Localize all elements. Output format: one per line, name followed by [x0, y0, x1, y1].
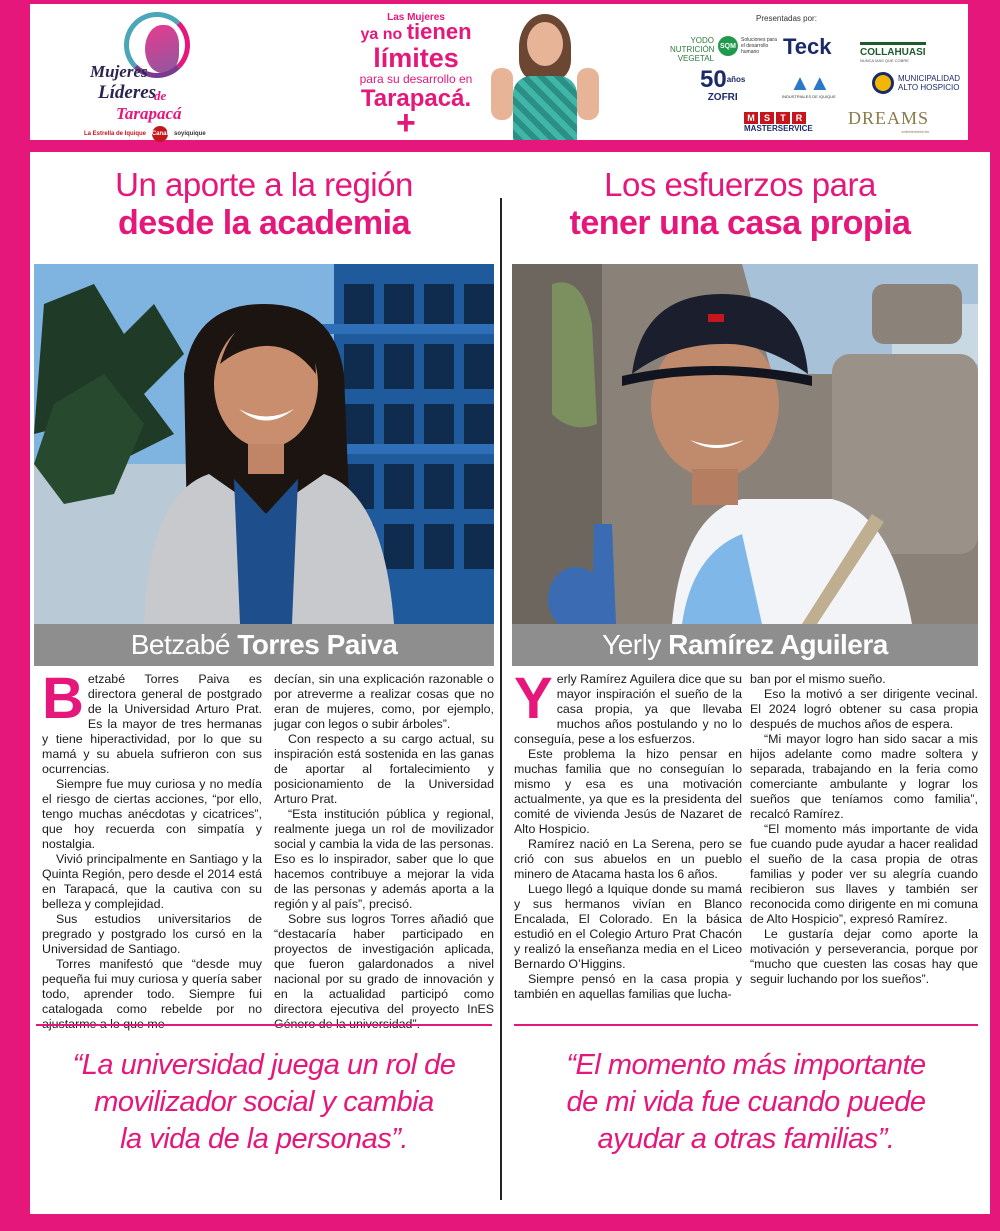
plus-icon: + — [396, 104, 416, 142]
slogan-tienen: tienen — [406, 19, 472, 44]
slogan-line-5: Tarapacá. — [360, 85, 472, 112]
zofri-name: ZOFRI — [707, 92, 738, 103]
selfie-photo-icon — [512, 264, 978, 624]
body-paragraph: “El momento más importante de vida fue cuando pude ayudar a hacer realidad el sueño de la casa propia de otras familias y poder ver su alegría cuando recibieron sus llaves y también ser reconocida como dirigente en mi comuna de Alto Hospicio”, expresó Ramírez. — [750, 822, 978, 926]
dreams-tagline: entretenimiento — [901, 129, 930, 134]
estrella-logo: La Estrella de Iquique — [84, 131, 147, 137]
caption-first-name: Betzabé — [130, 629, 230, 660]
zofri-logo — [700, 68, 745, 103]
body-column-1 — [514, 666, 742, 1002]
collahuasi-logo — [860, 42, 926, 63]
industriales-name: INDUSTRIALES DE IQUIQUE — [782, 94, 836, 99]
photo-caption — [34, 624, 494, 666]
mstr-letter: T — [776, 112, 790, 124]
pull-quote — [36, 1047, 492, 1158]
page-panel — [30, 152, 990, 1214]
article-ramirez — [510, 152, 978, 1155]
quote-rule — [36, 1024, 492, 1026]
body-paragraph: Con respecto a su cargo actual, su inspiración está sostenida en las ganas de aportar al fortalecimiento y posicionamiento de la Universidad Arturo Prat. — [274, 732, 494, 806]
body-paragraph: Sus estudios universitarios de pregrado y postgrado los cursó en la Universidad de Santiago. — [42, 912, 262, 956]
municipalidad-place: ALTO HOSPICIO — [898, 83, 960, 92]
body-paragraph: ban por el mismo sueño. — [750, 672, 886, 686]
article-title-bold: tener una casa propia — [569, 204, 911, 242]
zofri-years: años — [726, 75, 746, 84]
article-title-light: Los esfuerzos para — [604, 166, 876, 203]
body-paragraph: Vivió principalmente en Santiago y la Quinta Región, pero desde el 2014 está en Tarapacá, que la cautiva con su belleza y complejidad. — [42, 852, 262, 911]
caption-last-name: Torres Paiva — [237, 629, 398, 660]
dreams-name: DREAMS — [848, 108, 930, 128]
mstr-letter: S — [760, 112, 774, 124]
sqm-mark: SQM — [718, 36, 738, 56]
canal-logo: Canal — [152, 126, 168, 142]
body-paragraph: Eso la motivó a ser dirigente vecinal. El 2024 logró obtener su casa propia después de muchos años de espera. — [750, 687, 978, 731]
caption-first-name: Yerly — [602, 629, 661, 660]
caption-last-name: Ramírez Aguilera — [668, 629, 888, 660]
body-paragraph: Ramírez nació en La Serena, pero se crió con sus abuelos en un pueblo minero de Atacama hasta los 6 años. — [514, 837, 742, 881]
masterservice-logo — [744, 112, 813, 133]
brand-line-3: de — [154, 88, 167, 103]
campaign-model-image — [485, 12, 605, 140]
campaign-slogan — [326, 12, 506, 112]
municipalidad-seal-icon — [872, 72, 894, 94]
soyiquique-logo: soyiquique — [174, 131, 206, 137]
industriales-mark-icon: ▲▲ — [789, 70, 829, 95]
body-paragraph: Sobre sus logros Torres añadió que “destacaría haber participado en proyectos de investigación aplicada, que fueron galardonados a nivel nacional por su grado de innovación y en la actualidad participó como directora ejecutiva del proyecto InES — [274, 912, 494, 1016]
torres-photo — [34, 264, 494, 624]
slogan-line-3: límites — [373, 43, 459, 73]
dreams-logo — [848, 108, 929, 134]
yodo-logo: YODO NUTRICIÓN VEGETAL — [670, 36, 715, 63]
body-paragraph: decían, sin una explicación razonable o por atreverme a realizar cosas que no eran de mujeres, como, por ejemplo, jugar con legos o subir árboles”. — [274, 672, 494, 731]
collahuasi-name: COLLAHUASI — [860, 47, 926, 58]
sqm-tagline: Soluciones para el desarrollo humano — [741, 37, 777, 55]
slogan-line-1: Las Mujeres — [387, 12, 445, 23]
brand-line-2: Líderes — [98, 82, 157, 103]
quote-line: “La universidad juega un rol de — [72, 1049, 456, 1081]
quote-line: ayudar a otras familias”. — [597, 1123, 895, 1155]
body-column-2 — [750, 672, 978, 987]
slogan-line-2 — [326, 19, 506, 44]
industriales-logo — [782, 72, 836, 99]
article-title-bold: desde la academia — [117, 204, 410, 242]
article-body — [514, 666, 980, 1022]
quote-line: “El momento más importante — [566, 1049, 926, 1081]
teck-logo: Teck — [783, 34, 832, 59]
zofri-number: 50 — [700, 66, 727, 93]
body-paragraph — [514, 666, 742, 747]
body-column-2 — [274, 672, 494, 1032]
pull-quote — [514, 1047, 978, 1158]
mstr-letter: M — [744, 112, 758, 124]
mujeres-lideres-logo — [84, 12, 234, 136]
sqm-logo — [718, 36, 777, 56]
body-paragraph: Siempre pensó en la casa propia y también en aquellas familias que lucha- — [514, 972, 742, 1001]
body-paragraph: Este problema la hizo pensar en muchas familia que no conseguían lo mismo y esa es una motivación actualmente, ya que es la presidenta del comité de vivienda Jesús de Nazaret de Alto Hospicio. — [514, 747, 742, 836]
banner-edge-stripe — [4, 4, 14, 140]
brand-line-4: Tarapacá — [116, 104, 182, 123]
mstr-letter: R — [792, 112, 806, 124]
body-paragraph — [42, 666, 262, 777]
quote-rule — [514, 1024, 978, 1026]
slogan-ya-no: ya no — [360, 26, 403, 43]
quote-line: movilizador social y cambia — [94, 1086, 434, 1118]
masterservice-name: MASTERSERVICE — [744, 124, 813, 133]
body-column-1 — [42, 666, 262, 1032]
paragraph-text: erly Ramírez Aguilera dice que su mayor inspiración el sueño de la casa propia, ya que llevaba muchos años postulando y no lo conseguía, pese a los esfuerzos. — [514, 672, 742, 746]
brand-line-1: Mujeres — [90, 62, 148, 81]
collahuasi-tagline: NUNCA MAS QUE COBRE — [860, 58, 909, 63]
body-paragraph: Luego llegó a Iquique donde su mamá y sus hermanos vivían en Blanco Encalada, El Colorado. En la básica estudió en el Colegio Arturo Prat Chacón y realizó la enseñanza media en el Liceo Bernardo O’Higgins. — [514, 882, 742, 971]
body-paragraph: Le gustaría dejar como aporte la motivación y perseverancia, porque por “mucho que cuesten las cosas hay que seguir luchando por los sueños”. — [750, 927, 978, 986]
body-paragraph: “Mi mayor logro han sido sacar a mis hijos adelante como madre soltera y separada, trabajando en la feria como comerciante ambulante y lograr los sueños que teníamos como familia”, recalcó Ramírez. — [750, 732, 978, 821]
body-paragraph: “Esta institución pública y regional, realmente juega un rol de movilizador social y cambia la vida de las personas. Eso es lo inspirador, saber que lo que hacemos contribuye a mejorar la vida de las personas y además aporta a la región y al país”, precisó. — [274, 807, 494, 911]
ramirez-photo — [512, 264, 978, 624]
municipalidad-logo — [872, 72, 960, 94]
body-paragraph: Torres manifestó que “desde muy pequeña fui muy curiosa y quería saber todo, aprender todo. Siempre fui catalogada como rebelde por no — [42, 957, 262, 1016]
drop-cap: B — [42, 666, 84, 731]
article-body — [42, 666, 494, 1022]
photo-caption — [512, 624, 978, 666]
paragraph-text: etzabé Torres Paiva es directora general de postgrado de la Universidad Arturo Prat. Es la mayor de tres hermanas y tiene hiperactividad, por lo que su mamá y su abuela sufrieron con sus ocurrencias. — [42, 672, 262, 776]
body-paragraph: Siempre fue muy curiosa y no medía el riesgo de ciertas acciones, “por ello, tengo muchas anécdotas y cicatrices”, que hoy recuerda con simpatía y nostalgia. — [42, 777, 262, 851]
article-torres — [34, 152, 494, 1155]
slogan-line-4: para su desarrollo en — [359, 72, 473, 86]
presented-by-label: Presentadas por: — [756, 14, 817, 23]
quote-line: la vida de la personas”. — [120, 1123, 408, 1155]
article-title-light: Un aporte a la región — [115, 166, 413, 203]
sponsor-banner — [30, 4, 968, 140]
quote-line: de mi vida fue cuando puede — [566, 1086, 926, 1118]
municipalidad-label: MUNICIPALIDAD — [898, 74, 961, 83]
portrait-photo-icon — [34, 264, 494, 624]
column-divider — [500, 198, 502, 1200]
media-partners — [84, 126, 206, 142]
drop-cap: Y — [514, 666, 553, 731]
